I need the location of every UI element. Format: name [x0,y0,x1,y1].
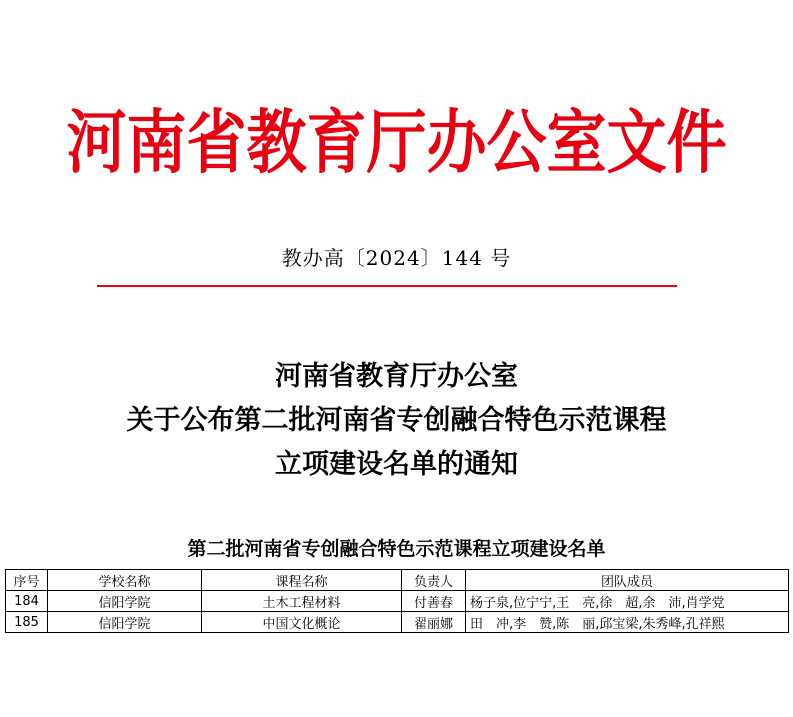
red-divider-rule [97,285,677,287]
table-header-row [6,570,789,591]
cell-index: 185 [6,612,48,633]
document-number: 教办高〔2024〕144 号 [281,246,512,270]
notice-title-line-1: 河南省教育厅办公室 [275,361,518,392]
cell-school: 信阳学院 [48,591,202,612]
table-row [6,612,789,633]
column-header-index: 序号 [6,570,48,591]
column-header-members: 团队成员 [466,570,789,591]
cell-members: 杨子泉,位宁宁,王 亮,徐 超,余 沛,肖学党 [466,591,789,612]
table-row [6,591,789,612]
project-list-table [5,569,789,633]
document-masthead: 河南省教育厅办公室文件 [66,102,727,184]
column-header-course: 课程名称 [202,570,402,591]
cell-members: 田 冲,李 赞,陈 丽,邱宝梁,朱秀峰,孔祥熙 [466,612,789,633]
column-header-leader: 负责人 [402,570,466,591]
cell-course: 土木工程材料 [202,591,402,612]
cell-school: 信阳学院 [48,612,202,633]
column-header-school: 学校名称 [48,570,202,591]
cell-leader: 付善春 [402,591,466,612]
cell-leader: 翟丽娜 [402,612,466,633]
cell-course: 中国文化概论 [202,612,402,633]
cell-index: 184 [6,591,48,612]
list-title: 第二批河南省专创融合特色示范课程立项建设名单 [187,538,606,560]
notice-title-line-3: 立项建设名单的通知 [275,449,518,480]
notice-title-line-2: 关于公布第二批河南省专创融合特色示范课程 [126,405,667,436]
